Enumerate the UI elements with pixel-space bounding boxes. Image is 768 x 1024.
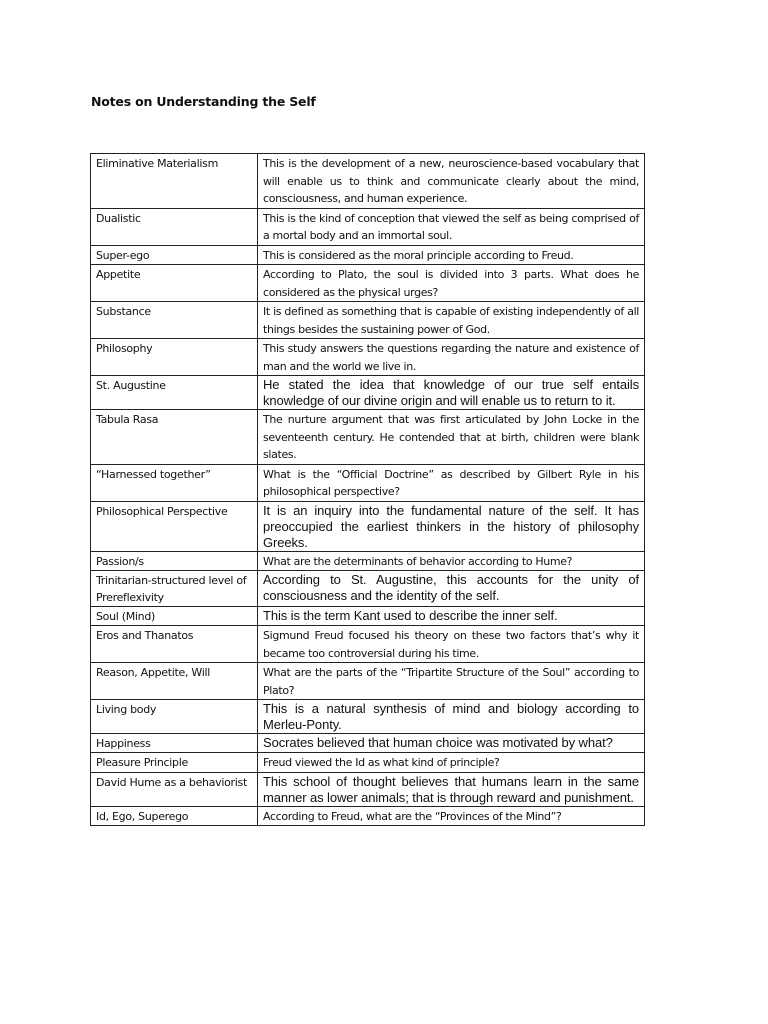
term-cell: Substance: [91, 302, 258, 339]
description-cell: This is the term Kant used to describe the inner self.: [258, 607, 645, 626]
description-cell: It is defined as something that is capable of existing independently of all things besides the sustaining power of God.: [258, 302, 645, 339]
table-row: [91, 245, 645, 265]
table-row: [91, 376, 645, 410]
table-row: [91, 551, 645, 571]
table-row: [91, 734, 645, 753]
term-cell: Super-ego: [91, 245, 258, 265]
table-row: [91, 607, 645, 626]
term-cell: Living body: [91, 700, 258, 734]
description-cell: This is considered as the moral principle according to Freud.: [258, 245, 645, 265]
term-cell: Eliminative Materialism: [91, 154, 258, 209]
table-row: [91, 571, 645, 607]
table-row: [91, 265, 645, 302]
description-cell: According to Freud, what are the “Provinces of the Mind”?: [258, 806, 645, 826]
term-cell: Soul (Mind): [91, 607, 258, 626]
table-row: [91, 700, 645, 734]
term-cell: Happiness: [91, 734, 258, 753]
description-cell: According to St. Augustine, this accounts for the unity of consciousness and the identity of the self.: [258, 571, 645, 607]
term-cell: Dualistic: [91, 208, 258, 245]
term-cell: Philosophy: [91, 339, 258, 376]
description-cell: He stated the idea that knowledge of our true self entails knowledge of our divine origin and will enable us to return to it.: [258, 376, 645, 410]
term-cell: Philosophical Perspective: [91, 501, 258, 551]
term-cell: Id, Ego, Superego: [91, 806, 258, 826]
table-row: [91, 501, 645, 551]
term-cell: Pleasure Principle: [91, 753, 258, 773]
term-cell: Reason, Appetite, Will: [91, 663, 258, 700]
table-row: [91, 154, 645, 209]
description-cell: According to Plato, the soul is divided into 3 parts. What does he considered as the physical urges?: [258, 265, 645, 302]
document-title: Notes on Understanding the Self: [91, 94, 316, 109]
description-cell: What are the determinants of behavior according to Hume?: [258, 551, 645, 571]
description-cell: Socrates believed that human choice was motivated by what?: [258, 734, 645, 753]
term-cell: St. Augustine: [91, 376, 258, 410]
notes-table-body: [91, 154, 645, 826]
description-cell: This is the development of a new, neuroscience-based vocabulary that will enable us to think and communicate clearly about the mind, consciousness, and human experience.: [258, 154, 645, 209]
table-row: [91, 753, 645, 773]
table-row: [91, 208, 645, 245]
description-cell: This study answers the questions regarding the nature and existence of man and the world we live in.: [258, 339, 645, 376]
description-cell: What is the “Official Doctrine” as described by Gilbert Ryle in his philosophical perspective?: [258, 464, 645, 501]
term-cell: Tabula Rasa: [91, 410, 258, 465]
table-row: [91, 806, 645, 826]
table-row: [91, 663, 645, 700]
table-row: [91, 410, 645, 465]
term-cell: “Harnessed together”: [91, 464, 258, 501]
description-cell: What are the parts of the “Tripartite Structure of the Soul” according to Plato?: [258, 663, 645, 700]
description-cell: The nurture argument that was first articulated by John Locke in the seventeenth century. He contended that at birth, children were blank slates.: [258, 410, 645, 465]
description-cell: It is an inquiry into the fundamental nature of the self. It has preoccupied the earliest thinkers in the history of philosophy Greeks.: [258, 501, 645, 551]
description-cell: Sigmund Freud focused his theory on these two factors that’s why it became too controversial during his time.: [258, 626, 645, 663]
description-cell: This is the kind of conception that viewed the self as being comprised of a mortal body and an immortal soul.: [258, 208, 645, 245]
table-row: [91, 626, 645, 663]
term-cell: Trinitarian-structured level of Prereflexivity: [91, 571, 258, 607]
table-row: [91, 464, 645, 501]
table-row: [91, 772, 645, 806]
notes-table: [90, 153, 645, 826]
term-cell: Passion/s: [91, 551, 258, 571]
term-cell: Eros and Thanatos: [91, 626, 258, 663]
term-cell: David Hume as a behaviorist: [91, 772, 258, 806]
term-cell: Appetite: [91, 265, 258, 302]
table-row: [91, 339, 645, 376]
description-cell: Freud viewed the Id as what kind of principle?: [258, 753, 645, 773]
description-cell: This is a natural synthesis of mind and biology according to Merleu-Ponty.: [258, 700, 645, 734]
description-cell: This school of thought believes that humans learn in the same manner as lower animals; that is through reward and punishment.: [258, 772, 645, 806]
table-row: [91, 302, 645, 339]
